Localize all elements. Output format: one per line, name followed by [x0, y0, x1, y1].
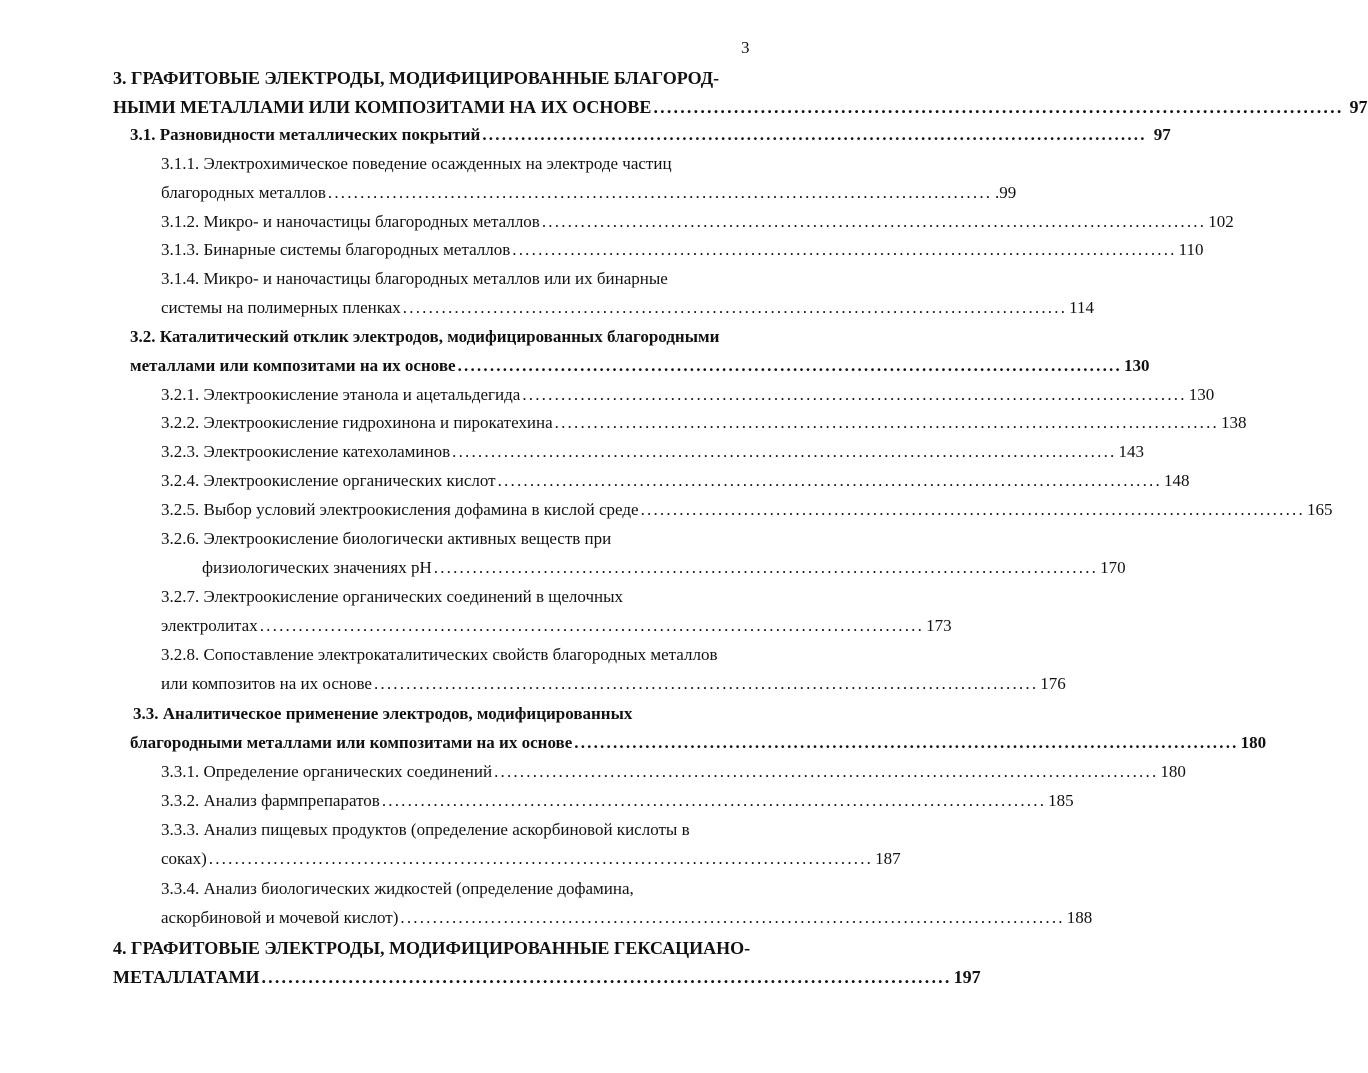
dot-leader: .......................................................................................................: [433, 558, 1099, 577]
toc-page-number: 180: [1160, 762, 1186, 781]
toc-entry-text: 3.2.6. Электроокисление биологически активных веществ при: [161, 529, 612, 548]
dot-leader: .......................................................................................................: [208, 849, 874, 868]
dot-leader: .......................................................................................................: [574, 733, 1239, 752]
toc-chapter-4-heading: [113, 934, 753, 962]
dot-leader: .......................................................................................................: [452, 442, 1117, 461]
toc-subsection-3-3-2[interactable]: [161, 787, 1074, 815]
toc-subsection-3-2-2[interactable]: [161, 409, 1247, 437]
toc-entry-text: благородными металлами или композитами на их основе: [130, 733, 573, 752]
toc-entry-text: 3.2.5. Выбор условий электроокисления дофамина в кислой среде: [161, 500, 639, 519]
toc-entry-text: 3.2.4. Электроокисление органических кислот: [161, 471, 496, 490]
toc-entry-text: 3.3. Аналитическое применение электродов, модифицированных: [133, 704, 633, 723]
dot-leader: .......................................................................................................: [259, 616, 925, 635]
toc-subsection-3-3-3[interactable]: [161, 845, 901, 873]
page-number: 3: [741, 38, 750, 57]
toc-subsection-3-2-4[interactable]: [161, 467, 1190, 495]
toc-entry-text: аскорбиновой и мочевой кислот): [161, 908, 399, 927]
toc-section-3-2-line1: [130, 323, 755, 351]
toc-page-number: 187: [875, 849, 901, 868]
toc-section-3-1[interactable]: [130, 121, 1171, 149]
toc-section-3-3-line1: [133, 700, 748, 728]
toc-subsection-3-1-4-line1: [161, 265, 751, 293]
toc-subsection-3-3-1[interactable]: [161, 758, 1186, 786]
toc-page-number: 165: [1306, 500, 1333, 519]
toc-entry-text: 3.2. Каталитический отклик электродов, модифицированных благородными: [130, 327, 720, 346]
toc-page-number: 188: [1066, 908, 1093, 927]
toc-entry-text: благородных металлов: [161, 183, 326, 202]
toc-subsection-3-3-4-line1: [161, 875, 751, 903]
toc-entry-text: электролитах: [161, 616, 258, 635]
dot-leader: .......................................................................................................: [541, 212, 1207, 231]
toc-page-number: 180: [1240, 733, 1267, 752]
toc-subsection-3-3-4[interactable]: [161, 904, 1093, 932]
dot-leader: .......................................................................................................: [327, 183, 993, 202]
toc-entry-text: 3.3.3. Анализ пищевых продуктов (определение аскорбиновой кислоты в: [161, 820, 690, 839]
dot-leader: .......................................................................................................: [373, 674, 1039, 693]
toc-page-number: 97: [1153, 125, 1171, 144]
toc-subsection-3-2-3[interactable]: [161, 438, 1144, 466]
toc-entry-text: МЕТАЛЛАТАМИ: [113, 967, 260, 987]
toc-entry-text: 3.2.2. Электроокисление гидрохинона и пирокатехина: [161, 413, 553, 432]
toc-subsection-3-2-7[interactable]: [161, 612, 952, 640]
toc-subsection-3-3-3-line1: [161, 816, 751, 844]
toc-subsection-3-1-2[interactable]: [161, 208, 1234, 236]
dot-leader: .......................................................................................................: [261, 967, 952, 987]
toc-subsection-3-1-1-line1: [161, 150, 751, 178]
dot-leader: .......................................................................................................: [457, 356, 1122, 375]
toc-page-number: 102: [1208, 212, 1234, 231]
toc-entry-text: соках): [161, 849, 207, 868]
toc-entry-text: 3.3.2. Анализ фармпрепаратов: [161, 791, 380, 810]
dot-leader: .......................................................................................................: [381, 791, 1047, 810]
dot-leader: .......................................................................................................: [402, 298, 1068, 317]
toc-entry-text: системы на полимерных пленках: [161, 298, 401, 317]
dot-leader: .......................................................................................................: [554, 413, 1220, 432]
toc-entry-text: 3.1.3. Бинарные системы благородных металлов: [161, 240, 511, 259]
toc-entry-text: 3.2.8. Сопоставление электрокаталитических свойств благородных металлов: [161, 645, 718, 664]
toc-page-number: 110: [1178, 240, 1204, 259]
toc-subsection-3-2-6[interactable]: [202, 554, 1126, 582]
toc-subsection-3-2-8-line1: [161, 641, 761, 669]
dot-leader: .......................................................................................................: [494, 762, 1159, 781]
toc-chapter-4[interactable]: [113, 963, 981, 991]
toc-entry-text: или композитов на их основе: [161, 674, 372, 693]
toc-section-3-2[interactable]: [130, 352, 1150, 380]
toc-entry-text: 3.2.1. Электроокисление этанола и ацетальдегида: [161, 385, 521, 404]
toc-page-number: 97: [1349, 97, 1368, 117]
toc-entry-text: 3. ГРАФИТОВЫЕ ЭЛЕКТРОДЫ, МОДИФИЦИРОВАННЫЕ БЛАГОРОД-: [113, 68, 720, 88]
toc-page-number: 176: [1040, 674, 1066, 693]
toc-entry-text: 3.3.1. Определение органических соединений: [161, 762, 493, 781]
toc-page-number: 130: [1188, 385, 1215, 404]
dot-leader: .......................................................................................................: [653, 97, 1344, 117]
toc-entry-text: 4. ГРАФИТОВЫЕ ЭЛЕКТРОДЫ, МОДИФИЦИРОВАННЫЕ ГЕКСАЦИАНО-: [113, 938, 751, 958]
toc-subsection-3-2-8[interactable]: [161, 670, 1066, 698]
toc-page-number: .99: [994, 183, 1017, 202]
toc-subsection-3-1-4[interactable]: [161, 294, 1095, 322]
toc-subsection-3-1-1[interactable]: [161, 179, 1017, 207]
toc-entry-text: 3.1.2. Микро- и наночастицы благородных металлов: [161, 212, 540, 231]
toc-entry-text: НЫМИ МЕТАЛЛАМИ ИЛИ КОМПОЗИТАМИ НА ИХ ОСНОВЕ: [113, 97, 652, 117]
dot-leader: .......................................................................................................: [512, 240, 1177, 259]
toc-entry-text: металлами или композитами на их основе: [130, 356, 456, 375]
toc-entry-text: 3.1. Разновидности металлических покрытий: [130, 125, 481, 144]
toc-page-number: 143: [1118, 442, 1144, 461]
dot-leader: .......................................................................................................: [640, 500, 1305, 519]
toc-subsection-3-2-5[interactable]: [161, 496, 1333, 524]
toc-page-number: 170: [1100, 558, 1126, 577]
toc-page-number: 173: [926, 616, 952, 635]
toc-page-number: 185: [1048, 791, 1074, 810]
toc-subsection-3-2-6-line1: [161, 525, 751, 553]
toc-subsection-3-2-1[interactable]: [161, 381, 1215, 409]
toc-subsection-3-1-3[interactable]: [161, 236, 1204, 264]
toc-page-number: 197: [953, 967, 981, 987]
toc-entry-text: 3.3.4. Анализ биологических жидкостей (определение дофамина,: [161, 879, 634, 898]
toc-entry-text: 3.1.1. Электрохимическое поведение осажденных на электроде частиц: [161, 154, 672, 173]
toc-chapter-3-heading: [113, 64, 753, 92]
toc-section-3-3[interactable]: [130, 729, 1267, 757]
toc-entry-text: 3.2.7. Электроокисление органических соединений в щелочных: [161, 587, 624, 606]
dot-leader: .......................................................................................................: [400, 908, 1065, 927]
toc-page-number: 130: [1123, 356, 1150, 375]
dot-leader: .......................................................................................................: [522, 385, 1187, 404]
toc-chapter-3[interactable]: [113, 93, 1368, 121]
toc-page-number: 114: [1069, 298, 1095, 317]
dot-leader: .......................................................................................................: [497, 471, 1162, 490]
toc-entry-text: физиологических значениях рН: [202, 558, 432, 577]
dot-leader: .......................................................................................................: [482, 125, 1147, 144]
toc-page-number: 148: [1163, 471, 1190, 490]
toc-page-number: 138: [1221, 413, 1247, 432]
toc-entry-text: 3.2.3. Электроокисление катехоламинов: [161, 442, 451, 461]
toc-subsection-3-2-7-line1: [161, 583, 751, 611]
toc-entry-text: 3.1.4. Микро- и наночастицы благородных металлов или их бинарные: [161, 269, 668, 288]
